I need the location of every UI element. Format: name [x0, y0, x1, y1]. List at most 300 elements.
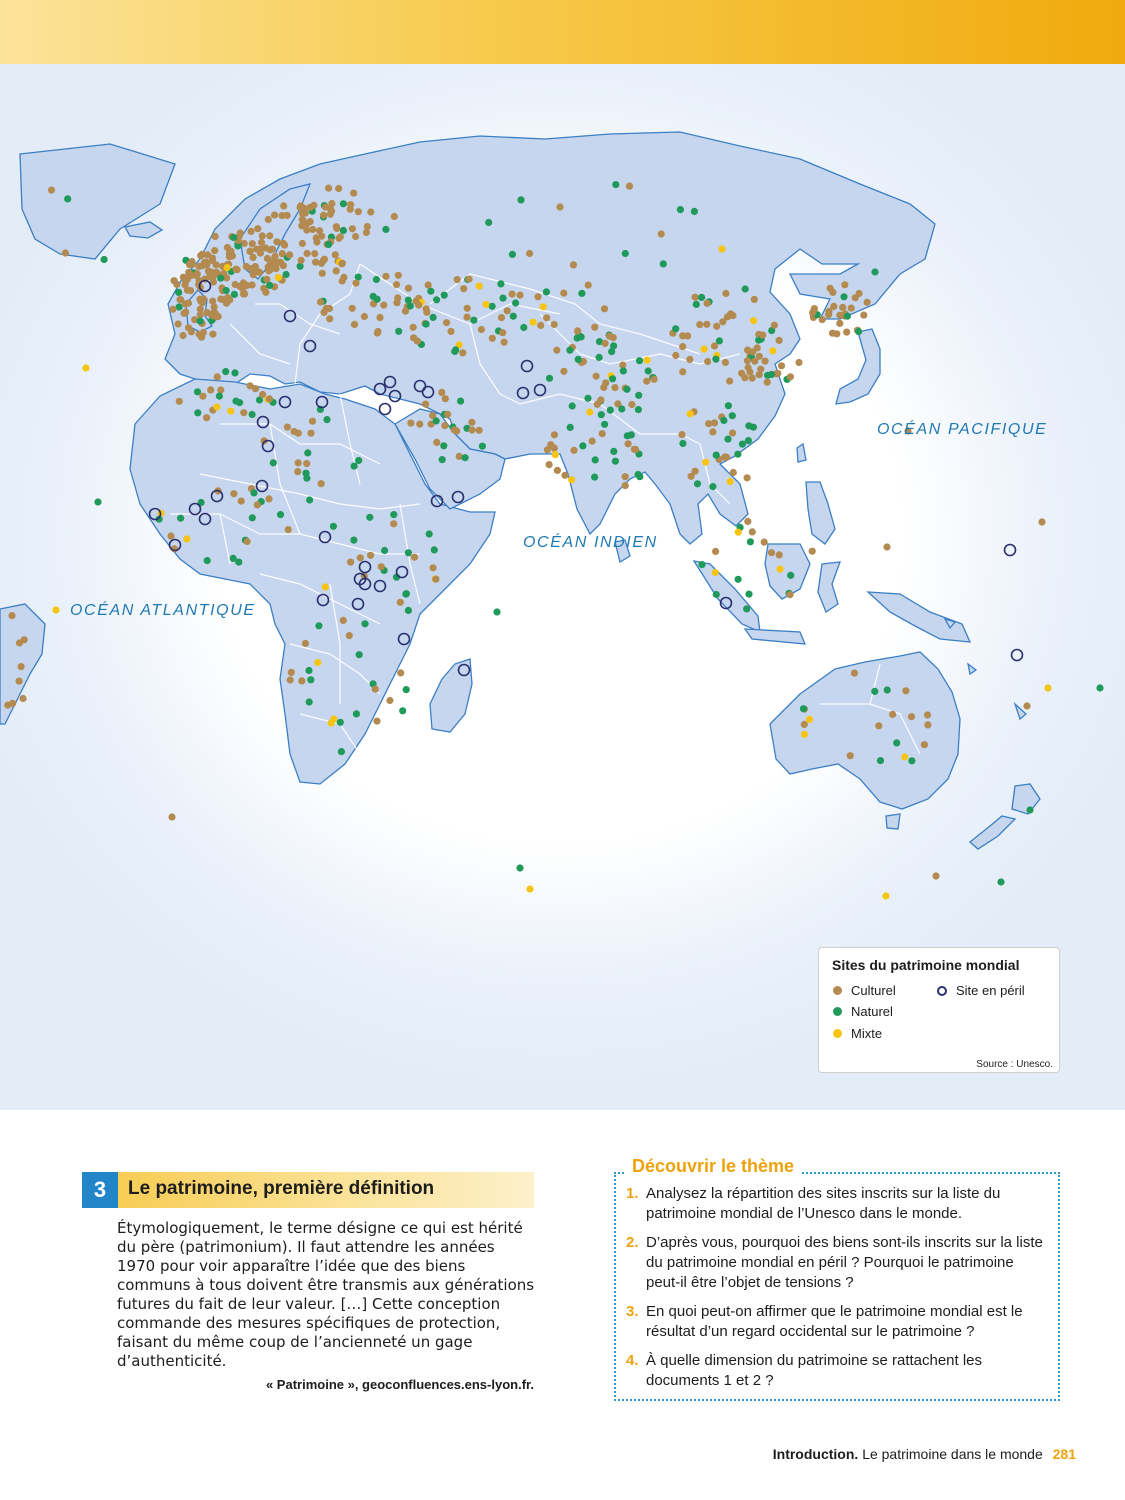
site-naturel — [493, 608, 500, 615]
site-naturel — [543, 288, 550, 295]
site-culturel — [726, 378, 733, 385]
site-culturel — [374, 329, 381, 336]
site-naturel — [584, 395, 591, 402]
site-naturel — [884, 686, 891, 693]
legend-item-peril — [937, 983, 1025, 998]
site-culturel — [848, 305, 855, 312]
site-peril — [1012, 650, 1023, 661]
site-naturel — [236, 399, 243, 406]
site-culturel — [709, 428, 716, 435]
site-naturel — [1026, 806, 1033, 813]
site-culturel — [267, 266, 274, 273]
site-culturel — [744, 474, 751, 481]
site-culturel — [200, 329, 207, 336]
site-culturel — [244, 538, 251, 545]
site-naturel — [366, 514, 373, 521]
discover-box — [614, 1156, 1060, 1401]
site-naturel — [355, 457, 362, 464]
site-culturel — [197, 311, 204, 318]
site-culturel — [658, 230, 665, 237]
site-culturel — [4, 702, 11, 709]
legend-title: Sites du patrimoine mondial — [832, 957, 1020, 973]
site-culturel — [749, 528, 756, 535]
site-culturel — [722, 290, 729, 297]
site-culturel — [168, 813, 175, 820]
site-culturel — [181, 310, 188, 317]
site-culturel — [376, 314, 383, 321]
site-culturel — [679, 368, 686, 375]
site-culturel — [238, 498, 245, 505]
site-culturel — [169, 306, 176, 313]
site-culturel — [237, 229, 244, 236]
site-culturel — [829, 330, 836, 337]
site-mixte — [735, 529, 742, 536]
legend-label-mixte: Mixte — [851, 1026, 883, 1041]
site-naturel — [645, 367, 652, 374]
site-naturel — [871, 688, 878, 695]
site-naturel — [844, 313, 851, 320]
site-culturel — [299, 240, 306, 247]
site-culturel — [199, 393, 206, 400]
site-culturel — [516, 292, 523, 299]
site-naturel — [356, 651, 363, 658]
site-culturel — [266, 395, 273, 402]
site-naturel — [520, 324, 527, 331]
site-culturel — [430, 564, 437, 571]
site-culturel — [1038, 518, 1045, 525]
site-naturel — [216, 393, 223, 400]
site-mixte — [476, 283, 483, 290]
footer-chapter: Le patrimoine dans le monde — [862, 1446, 1043, 1462]
site-culturel — [498, 314, 505, 321]
site-naturel — [743, 605, 750, 612]
site-culturel — [778, 362, 785, 369]
site-culturel — [606, 333, 613, 340]
site-naturel — [249, 411, 256, 418]
site-culturel — [180, 332, 187, 339]
site-culturel — [924, 711, 931, 718]
site-mixte — [901, 753, 908, 760]
question-number: 4. — [626, 1352, 639, 1369]
site-culturel — [263, 276, 270, 283]
site-culturel — [302, 640, 309, 647]
site-culturel — [433, 439, 440, 446]
site-naturel — [470, 317, 477, 324]
site-culturel — [678, 431, 685, 438]
site-culturel — [679, 332, 686, 339]
site-culturel — [651, 376, 658, 383]
site-naturel — [373, 276, 380, 283]
site-culturel — [908, 713, 915, 720]
site-culturel — [756, 353, 763, 360]
question-item — [626, 1233, 1050, 1293]
site-culturel — [809, 548, 816, 555]
site-culturel — [347, 201, 354, 208]
site-naturel — [340, 227, 347, 234]
site-culturel — [444, 411, 451, 418]
atlantic-ocean-label: OCÉAN ATLANTIQUE — [70, 602, 256, 619]
site-culturel — [632, 446, 639, 453]
site-culturel — [847, 752, 854, 759]
site-culturel — [508, 291, 515, 298]
site-culturel — [438, 389, 445, 396]
site-culturel — [721, 454, 728, 461]
site-culturel — [585, 282, 592, 289]
site-naturel — [405, 607, 412, 614]
site-culturel — [499, 329, 506, 336]
site-culturel — [299, 216, 306, 223]
discover-title: Découvrir le thème — [626, 1156, 800, 1177]
question-item — [626, 1351, 1050, 1391]
site-culturel — [201, 259, 208, 266]
site-culturel — [852, 294, 859, 301]
question-text: En quoi peut-on affirmer que le patrimoine mondial est le résultat d’un regard occidental sur le patrimoine ? — [646, 1303, 1023, 1340]
site-culturel — [254, 501, 261, 508]
site-culturel — [203, 414, 210, 421]
site-culturel — [836, 320, 843, 327]
site-culturel — [298, 677, 305, 684]
site-culturel — [265, 216, 272, 223]
site-culturel — [303, 460, 310, 467]
site-culturel — [367, 552, 374, 559]
site-naturel — [374, 296, 381, 303]
site-naturel — [724, 436, 731, 443]
site-culturel — [397, 669, 404, 676]
site-culturel — [795, 359, 802, 366]
site-mixte — [769, 347, 776, 354]
site-culturel — [213, 261, 220, 268]
site-naturel — [430, 314, 437, 321]
site-naturel — [677, 206, 684, 213]
site-culturel — [447, 328, 454, 335]
site-mixte — [586, 409, 593, 416]
site-culturel — [313, 238, 320, 245]
site-naturel — [574, 335, 581, 342]
site-naturel — [713, 591, 720, 598]
site-naturel — [197, 318, 204, 325]
site-culturel — [265, 495, 272, 502]
site-culturel — [213, 269, 220, 276]
site-culturel — [252, 263, 259, 270]
site-naturel — [441, 292, 448, 299]
site-culturel — [622, 482, 629, 489]
site-culturel — [405, 285, 412, 292]
site-culturel — [16, 678, 23, 685]
site-culturel — [468, 419, 475, 426]
site-culturel — [744, 357, 751, 364]
site-naturel — [725, 402, 732, 409]
site-culturel — [312, 259, 319, 266]
site-culturel — [551, 431, 558, 438]
site-naturel — [405, 297, 412, 304]
site-culturel — [811, 306, 818, 313]
site-culturel — [262, 289, 269, 296]
site-naturel — [908, 757, 915, 764]
site-naturel — [338, 748, 345, 755]
site-naturel — [390, 511, 397, 518]
site-culturel — [273, 260, 280, 267]
site-naturel — [735, 576, 742, 583]
site-culturel — [883, 543, 890, 550]
document-text — [117, 1219, 537, 1371]
site-naturel — [512, 299, 519, 306]
site-culturel — [361, 313, 368, 320]
site-naturel — [479, 443, 486, 450]
site-culturel — [214, 373, 221, 380]
site-culturel — [860, 312, 867, 319]
site-naturel — [510, 313, 517, 320]
site-culturel — [591, 324, 598, 331]
site-naturel — [497, 280, 504, 287]
site-culturel — [8, 612, 15, 619]
site-culturel — [442, 395, 449, 402]
site-culturel — [271, 253, 278, 260]
site-culturel — [247, 248, 254, 255]
site-culturel — [347, 559, 354, 566]
site-culturel — [672, 352, 679, 359]
site-culturel — [771, 322, 778, 329]
site-culturel — [712, 548, 719, 555]
site-culturel — [304, 250, 311, 257]
site-culturel — [284, 424, 291, 431]
site-culturel — [759, 332, 766, 339]
question-item — [626, 1302, 1050, 1342]
site-naturel — [591, 474, 598, 481]
site-naturel — [636, 473, 643, 480]
site-culturel — [48, 187, 55, 194]
site-naturel — [230, 234, 237, 241]
site-culturel — [321, 256, 328, 263]
site-culturel — [339, 277, 346, 284]
question-text: À quelle dimension du patrimoine se rattachent les documents 1 et 2 ? — [646, 1352, 983, 1389]
site-culturel — [295, 459, 302, 466]
site-naturel — [176, 303, 183, 310]
site-naturel — [628, 431, 635, 438]
site-naturel — [433, 417, 440, 424]
site-mixte — [52, 606, 59, 613]
site-naturel — [693, 301, 700, 308]
site-naturel — [608, 348, 615, 355]
site-naturel — [622, 250, 629, 257]
site-naturel — [800, 705, 807, 712]
site-culturel — [554, 467, 561, 474]
site-culturel — [386, 697, 393, 704]
site-culturel — [176, 398, 183, 405]
site-culturel — [294, 468, 301, 475]
site-naturel — [698, 294, 705, 301]
site-naturel — [610, 448, 617, 455]
legend-item-mixte — [833, 1026, 882, 1041]
site-culturel — [463, 314, 470, 321]
site-naturel — [636, 357, 643, 364]
mixte-dot-icon — [833, 1029, 842, 1038]
site-culturel — [724, 313, 731, 320]
site-naturel — [566, 347, 573, 354]
site-naturel — [709, 483, 716, 490]
site-culturel — [593, 373, 600, 380]
question-list — [626, 1184, 1050, 1400]
site-culturel — [254, 225, 261, 232]
site-culturel — [414, 338, 421, 345]
indian-ocean-label: OCÉAN INDIEN — [523, 534, 658, 551]
site-culturel — [259, 391, 266, 398]
site-culturel — [416, 421, 423, 428]
site-naturel — [350, 537, 357, 544]
site-mixte — [712, 569, 719, 576]
site-mixte — [227, 408, 234, 415]
site-naturel — [578, 290, 585, 297]
site-naturel — [768, 371, 775, 378]
site-culturel — [307, 204, 314, 211]
site-naturel — [223, 287, 230, 294]
site-culturel — [711, 419, 718, 426]
site-naturel — [306, 698, 313, 705]
site-naturel — [423, 321, 430, 328]
site-culturel — [62, 249, 69, 256]
site-culturel — [478, 326, 485, 333]
site-naturel — [691, 208, 698, 215]
site-culturel — [380, 302, 387, 309]
site-naturel — [101, 256, 108, 263]
site-naturel — [635, 406, 642, 413]
site-culturel — [476, 427, 483, 434]
australia-landmass — [770, 652, 960, 809]
footer-section: Introduction. — [772, 1446, 859, 1462]
site-culturel — [704, 300, 711, 307]
site-culturel — [208, 311, 215, 318]
site-culturel — [459, 349, 466, 356]
site-naturel — [672, 325, 679, 332]
site-culturel — [332, 251, 339, 258]
site-culturel — [232, 266, 239, 273]
site-naturel — [402, 591, 409, 598]
site-culturel — [337, 233, 344, 240]
site-mixte — [530, 319, 537, 326]
site-naturel — [381, 547, 388, 554]
site-culturel — [209, 298, 216, 305]
site-culturel — [317, 298, 324, 305]
site-culturel — [776, 337, 783, 344]
document-number: 3 — [82, 1172, 118, 1208]
site-culturel — [21, 636, 28, 643]
site-naturel — [855, 328, 862, 335]
site-naturel — [618, 405, 625, 412]
site-culturel — [762, 358, 769, 365]
naturel-dot-icon — [833, 1007, 842, 1016]
site-naturel — [382, 226, 389, 233]
site-culturel — [560, 368, 567, 375]
site-culturel — [410, 324, 417, 331]
site-culturel — [836, 312, 843, 319]
site-culturel — [309, 418, 316, 425]
site-naturel — [340, 200, 347, 207]
site-culturel — [786, 591, 793, 598]
site-culturel — [841, 281, 848, 288]
header-band — [0, 0, 1125, 64]
site-naturel — [745, 422, 752, 429]
site-naturel — [194, 409, 201, 416]
site-naturel — [249, 514, 256, 521]
site-culturel — [253, 246, 260, 253]
site-naturel — [787, 572, 794, 579]
site-naturel — [635, 392, 642, 399]
site-culturel — [749, 348, 756, 355]
peril-ring-icon — [937, 986, 947, 996]
site-culturel — [325, 185, 332, 192]
site-culturel — [382, 273, 389, 280]
site-culturel — [851, 670, 858, 677]
document-source: « Patrimoine », geoconfluences.ens-lyon.fr. — [265, 1377, 534, 1392]
site-mixte — [322, 583, 329, 590]
site-culturel — [311, 250, 318, 257]
site-culturel — [692, 468, 699, 475]
site-culturel — [390, 520, 397, 527]
site-culturel — [319, 270, 326, 277]
site-culturel — [589, 438, 596, 445]
site-culturel — [425, 281, 432, 288]
site-naturel — [609, 375, 616, 382]
site-culturel — [551, 321, 558, 328]
site-culturel — [320, 212, 327, 219]
site-culturel — [302, 210, 309, 217]
site-culturel — [787, 373, 794, 380]
site-culturel — [357, 554, 364, 561]
site-culturel — [889, 711, 896, 718]
site-naturel — [325, 241, 332, 248]
site-culturel — [560, 290, 567, 297]
site-mixte — [882, 892, 889, 899]
site-culturel — [599, 430, 606, 437]
site-culturel — [602, 379, 609, 386]
site-culturel — [211, 247, 218, 254]
site-mixte — [552, 451, 559, 458]
site-naturel — [395, 328, 402, 335]
site-culturel — [167, 532, 174, 539]
site-naturel — [620, 367, 627, 374]
site-naturel — [596, 354, 603, 361]
site-culturel — [259, 232, 266, 239]
site-culturel — [537, 322, 544, 329]
site-naturel — [64, 195, 71, 202]
site-mixte — [806, 716, 813, 723]
site-culturel — [411, 554, 418, 561]
site-naturel — [579, 442, 586, 449]
site-culturel — [543, 314, 550, 321]
site-naturel — [601, 421, 608, 428]
site-naturel — [698, 561, 705, 568]
site-culturel — [730, 469, 737, 476]
site-culturel — [402, 308, 409, 315]
site-mixte — [801, 731, 808, 738]
legend-label-culturel: Culturel — [851, 983, 896, 998]
site-culturel — [264, 255, 271, 262]
site-naturel — [277, 511, 284, 518]
site-culturel — [551, 445, 558, 452]
site-culturel — [20, 695, 27, 702]
site-culturel — [553, 347, 560, 354]
site-culturel — [372, 686, 379, 693]
site-culturel — [393, 299, 400, 306]
site-culturel — [318, 480, 325, 487]
site-mixte — [687, 410, 694, 417]
site-culturel — [280, 202, 287, 209]
site-culturel — [175, 320, 182, 327]
site-culturel — [349, 305, 356, 312]
site-peril — [380, 404, 391, 415]
site-mixte — [183, 535, 190, 542]
site-culturel — [326, 315, 333, 322]
site-culturel — [412, 298, 419, 305]
